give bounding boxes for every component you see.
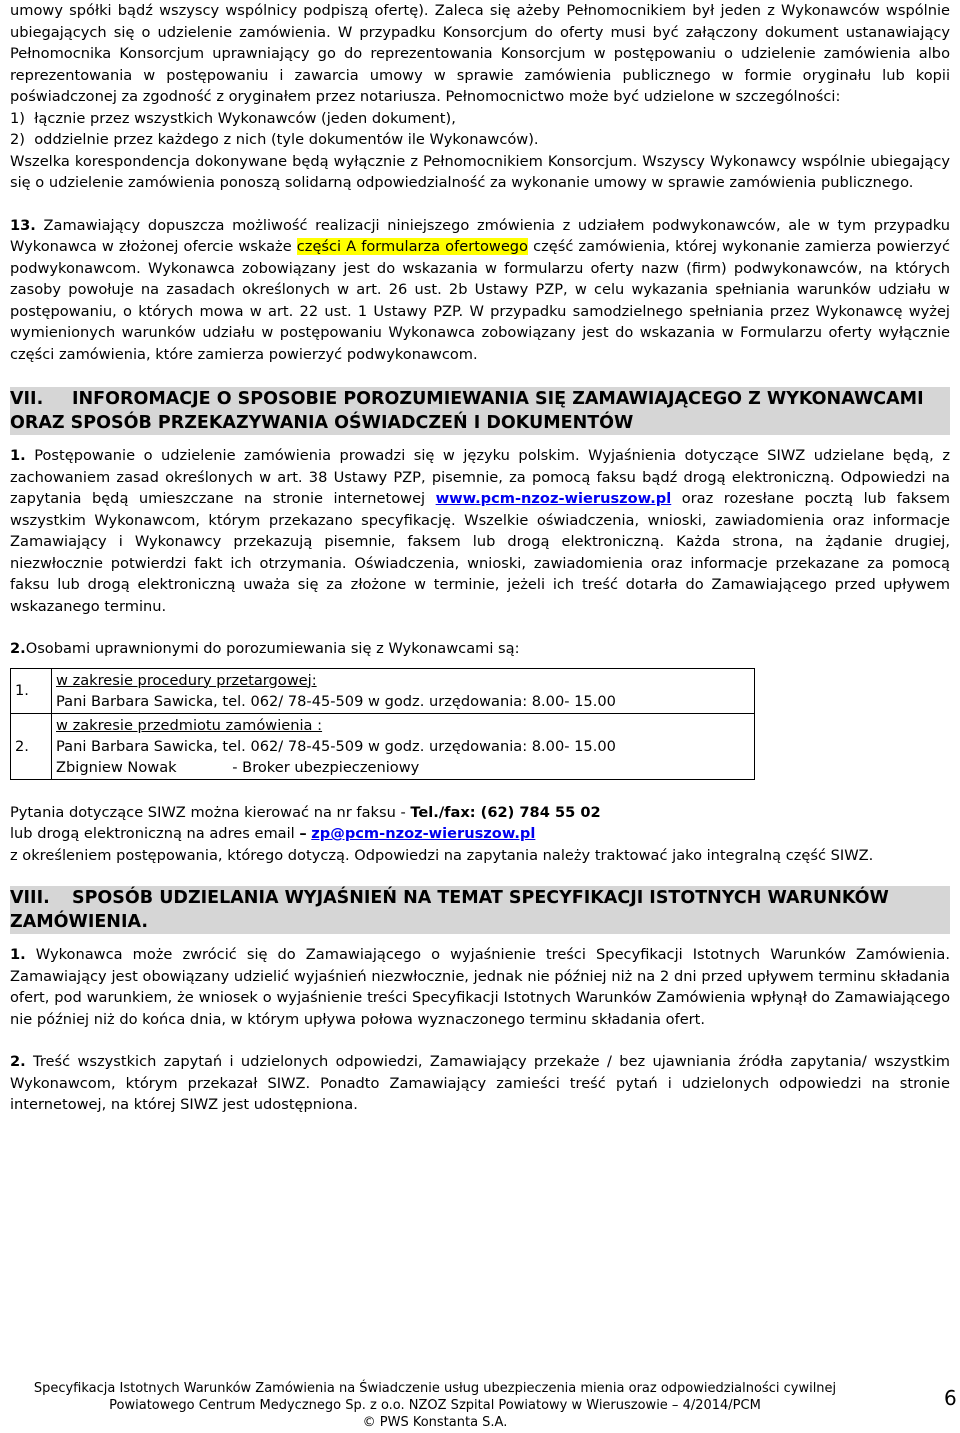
contact-line: Pani Barbara Sawicka, tel. 062/ 78-45-509 w godz. urzędowania: 8.00- 15.00 <box>56 737 616 755</box>
section-8-number: VIII. <box>10 888 50 908</box>
footer-line: Specyfikacja Istotnych Warunków Zamówienia na Świadczenie usług ubezpieczenia mienia oraz odpowiedzialności cywilnej <box>33 1381 837 1396</box>
footer-line: Powiatowego Centrum Medycznego Sp. z o.o. NZOZ Szpital Powiatowy w Wieruszowie – 4/2014/PCM <box>109 1398 761 1413</box>
point-13-text-end: część zamówienia, której wykonanie zamierza powierzyć podwykonawcom. Wykonawca zobowiązany jest do wskazania w formularzu oferty nazw (firm) podwykonawców, na których zasoby powołuje na zasadach określonych w art. 26 ust. 2b Ustawy PZP, w celu wykazania spełniania warunków udziału w postępowaniu, o których mowa w art. 22 ust. 1 Ustawy PZP. W przypadku samodzielnego spełniania przez Wykonawcę wyżej wymienionych warunków udziału w postępowaniu Wykonawca zobowiązany jest do wskazania w Formularzu oferty wyłącznie części zamówienia, które zamierza powierzyć podwykonawcom. <box>10 238 950 363</box>
email-text: lub drogą elektroniczną na adres email <box>10 825 300 842</box>
section-7-paragraph-2 <box>10 638 950 660</box>
contact-line: Zbigniew Nowak - Broker ubezpieczeniowy <box>56 758 420 776</box>
section-8-title: SPOSÓB UDZIELANIA WYJAŚNIEŃ NA TEMAT SPECYFIKACJI ISTOTNYCH WARUNKÓW ZAMÓWIENIA. <box>10 888 889 932</box>
section-7-title: INFOROMACJE O SPOSOBIE POROZUMIEWANIA SIĘ ZAMAWIAJĄCEGO Z WYKONAWCAMI ORAZ SPOSÓB PRZEKAZYWANIA OŚWIADCZEŃ I DOKUMENTÓW <box>10 389 924 433</box>
contact-number: 2. <box>11 713 52 779</box>
document-page <box>10 0 950 1116</box>
point-13-paragraph <box>10 215 950 366</box>
contact-line: Pani Barbara Sawicka, tel. 062/ 78-45-509 w godz. urzędowania: 8.00- 15.00 <box>56 692 616 710</box>
email-line <box>10 823 950 845</box>
point-13-number: 13. <box>10 216 36 234</box>
contacts-table <box>10 668 755 780</box>
section-7-p2-text: Osobami uprawnionymi do porozumiewania się z Wykonawcami są: <box>25 640 520 657</box>
section-7-p1-number: 1. <box>10 447 26 464</box>
section-7-p1-text-start: Postępowanie o udzielenie zamówienia prowadzi się w języku polskim. Wyjaśnienia dotyczące SIWZ udzielane będą, z zachowaniem zasad określonych w art. 38 Ustawy PZP, pisemnie, za pomocą faksu bądź drogą elektroniczną. Odpowiedzi na zapytania będą umieszczane na stronie internetowej <box>10 447 950 507</box>
intro-paragraph-2: Wszelka korespondencja dokonywane będą wyłącznie z Pełnomocnikiem Konsorcjum. Wszyscy Wykonawcy wspólnie ubiegający się o udzielenie zamówienia ponoszą solidarną odpowiedzialność za wykonanie umowy w sprawie zamówienia publicznego. <box>10 152 950 191</box>
fax-line <box>10 802 950 824</box>
contact-details <box>52 713 755 779</box>
section-7-heading <box>10 387 950 435</box>
section-8-paragraph-2 <box>10 1051 950 1116</box>
page-number: 6 <box>944 1386 957 1410</box>
intro-list-item-1: 1) łącznie przez wszystkich Wykonawców (jeden dokument), <box>10 109 456 127</box>
section-8-p1-text: Wykonawca może zwrócić się do Zamawiającego o wyjaśnienie treści Specyfikacji Istotnych Warunków Zamówienia. Zamawiający jest obowiązany udzielić wyjaśnień niezwłocznie, jednak nie później niż na 2 dni przed upływem terminu składania ofert, pod warunkiem, że wniosek o wyjaśnienie treści Specyfikacji Istotnych Warunków Zamówienia wpłynął do Zamawiającego nie później niż do końca dnia, w którym upływa połowa wyznaczonego terminu składania ofert. <box>10 946 950 1028</box>
intro-paragraph: umowy spółki bądź wszyscy wspólnicy podpiszą ofertę). Zaleca się ażeby Pełnomocnikiem był jeden z Wykonawców wspólnie ubiegających się o udzielenie zamówienia. W przypadku Konsorcjum do oferty musi być załączony dokument ustanawiający Pełnomocnika Konsorcjum uprawniający go do reprezentowania Konsorcjum w postępowaniu o udzielenie zamówienia albo reprezentowania w postępowaniu i zawarcia umowy w sprawie zamówienia publicznego w formie oryginału lub kopii poświadczonej za zgodność z oryginałem przez notariusza. Pełnomocnictwo może być udzielone w szczególności: <box>10 2 950 105</box>
email-link[interactable]: zp@pcm-nzoz-wieruszow.pl <box>311 825 536 842</box>
fax-text: Pytania dotyczące SIWZ można kierować na nr faksu - <box>10 803 411 821</box>
intro-list-item-2: 2) oddzielnie przez każdego z nich (tyle dokumentów ile Wykonawców). <box>10 131 539 148</box>
contact-heading: w zakresie procedury przetargowej: <box>56 671 317 689</box>
table-row <box>11 713 755 779</box>
contact-number: 1. <box>11 668 52 713</box>
page-footer <box>0 1380 870 1431</box>
section-8-p1-number: 1. <box>10 946 26 963</box>
section-7-paragraph-1 <box>10 445 950 617</box>
section-8-p2-text: Treść wszystkich zapytań i udzielonych odpowiedzi, Zamawiający przekaże / bez ujawniania źródła zapytania/ wszystkim Wykonawcom, którym przekazał SIWZ. Ponadto Zamawiający zamieści treść pytań i udzielonych odpowiedzi na stronie internetowej, na której SIWZ jest udostępniona. <box>10 1053 950 1113</box>
fax-number: Tel./fax: (62) 784 55 02 <box>410 803 601 821</box>
section-7-p2-number: 2. <box>10 640 26 657</box>
email-dash: – <box>299 825 307 842</box>
footer-copyright: © PWS Konstanta S.A. <box>362 1415 508 1430</box>
table-row <box>11 668 755 713</box>
contact-heading: w zakresie przedmiotu zamówienia : <box>56 716 323 734</box>
highlighted-text: części A formularza ofertowego <box>296 238 528 255</box>
section-7-p1-text-end: oraz rozesłane pocztą lub faksem wszystkim Wykonawcom, którym przekazano specyfikację. Wszelkie oświadczenia, wnioski, zawiadomienia oraz informacje Zamawiający i Wykonawcy przekazują pisemnie, faksem lub drogą elektroniczną. Każda strona, na żądanie drugiej, niezwłocznie potwierdzi fakt ich otrzymania. Oświadczenia, wnioski, zawiadomienia oraz informacje przekazane za pomocą faksu lub drogą elektroniczną uważa się za złożone w terminie, jeżeli ich treść dotarła do Zamawiającego przed upływem wskazanego terminu. <box>10 490 950 615</box>
section-7-paragraph-3: z określeniem postępowania, którego dotyczą. Odpowiedzi na zapytania należy traktować jako integralną część SIWZ. <box>10 846 874 864</box>
contact-details <box>52 668 755 713</box>
section-8-p2-number: 2. <box>10 1053 26 1070</box>
section-7-number: VII. <box>10 389 44 409</box>
point-13-text-start: Zamawiający dopuszcza możliwość realizacji niniejszego zmówienia z udziałem podwykonawców, ale w tym przypadku Wykonawca w złożonej ofercie wskaże <box>10 216 950 255</box>
website-link[interactable]: www.pcm-nzoz-wieruszow.pl <box>435 490 672 507</box>
section-8-paragraph-1 <box>10 944 950 1030</box>
section-8-heading <box>10 886 950 934</box>
